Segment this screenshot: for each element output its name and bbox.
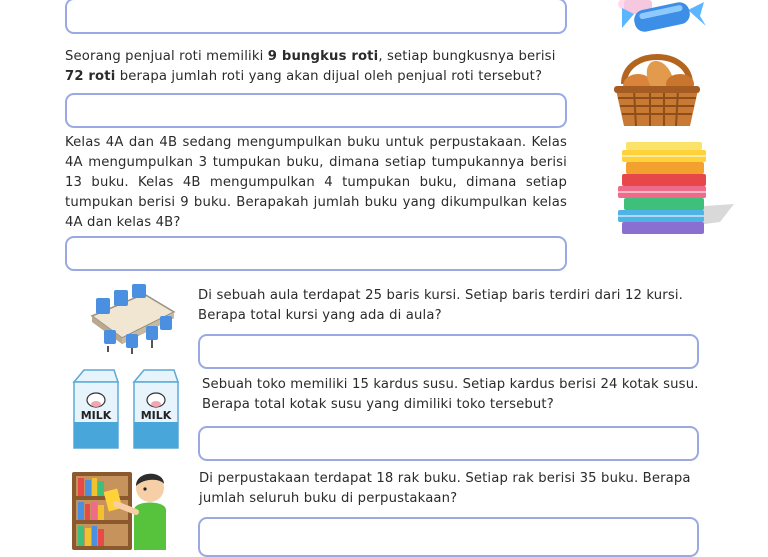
question-bread-part-1: Seorang penjual roti memiliki	[65, 49, 268, 64]
question-bread-part-2: , setiap bungkusnya berisi	[378, 49, 556, 64]
answer-box-3[interactable]	[198, 334, 699, 369]
question-library: Di perpustakaan terdapat 18 rak buku. Setiap rak berisi 35 buku. Berapa jumlah seluruh buku di perpustakaan?	[199, 471, 691, 506]
candy-icon	[606, 0, 710, 36]
answer-box-2[interactable]	[65, 236, 567, 271]
carton-label-left: MILK	[80, 409, 112, 422]
milk-carton-icon	[70, 368, 186, 450]
question-chairs: Di sebuah aula terdapat 25 baris kursi. Setiap baris terdiri dari 12 kursi. Berapa total kursi yang ada di aula?	[198, 288, 684, 323]
answer-box-0[interactable]	[65, 0, 567, 34]
question-milk: Sebuah toko memiliki 15 kardus susu. Setiap kardus berisi 24 kotak susu. Berapa total kotak susu yang dimiliki toko tersebut?	[202, 377, 699, 412]
question-bread-bold-1: 9 bungkus roti	[267, 49, 379, 64]
question-bread-bold-2: 72 roti	[65, 69, 116, 84]
book-stack-icon	[608, 140, 738, 240]
library-reader-icon	[70, 470, 174, 550]
answer-box-4[interactable]	[198, 426, 699, 461]
bread-basket-icon	[610, 40, 704, 132]
question-books: Kelas 4A dan 4B sedang mengumpulkan buku untuk perpustakaan. Kelas 4A mengumpulkan 3 tumpukan buku, dimana setiap tumpukannya berisi 13 buku. Kelas 4B mengumpulkan 4 tumpukan buku, dimana setiap tumpukan berisi 9 buku. Berapakah jumlah buku yang dikumpulkan kelas 4A dan kelas 4B?	[65, 135, 567, 230]
question-bread	[65, 47, 570, 87]
classroom-desks-icon	[86, 282, 178, 354]
carton-label-right: MILK	[140, 409, 172, 422]
question-bread-part-3: berapa jumlah roti yang akan dijual oleh penjual roti tersebut?	[115, 69, 543, 84]
answer-box-5[interactable]	[198, 517, 699, 557]
answer-box-1[interactable]	[65, 93, 567, 128]
